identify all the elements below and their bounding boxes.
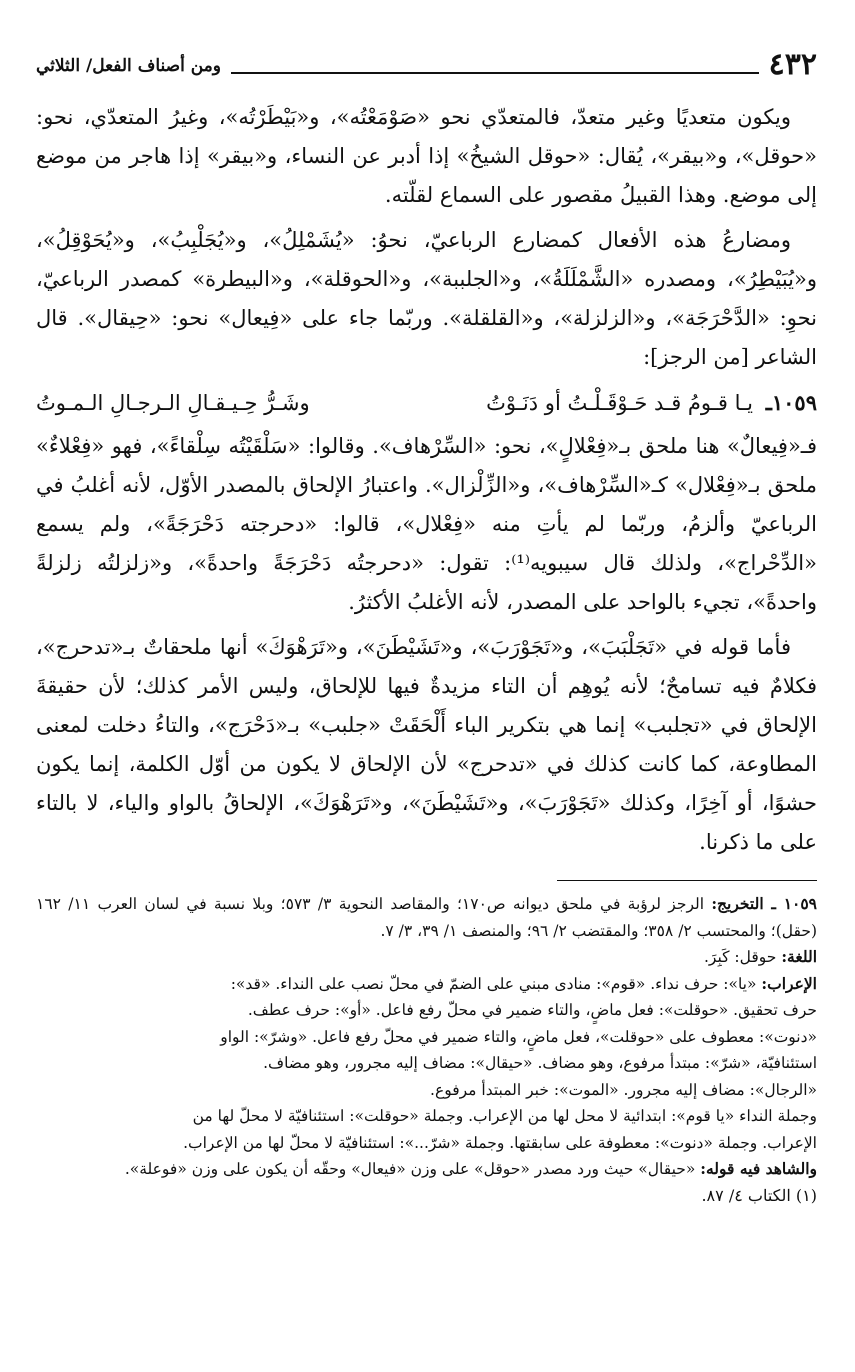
footnote-lugha: [36, 944, 817, 971]
footnote-line: «دنوت»: معطوف على «حوقلت»، فعل ماضٍ، والتاء ضمير في محلّ رفع فاعل. «وشرّ»: الواو: [220, 1027, 817, 1046]
verse-number: ١٠٥٩ـ: [765, 390, 817, 415]
page-header: [36, 40, 817, 80]
footnote-label: ١٠٥٩ ـ التخريج:: [711, 894, 817, 913]
header-rule: [231, 54, 759, 74]
footnote-line: الإعراب. وجملة «دنوت»: معطوفة على سابقتها. وجملة «شرّ...»: استئنافيّة لا محلّ لها من الإعراب.: [183, 1133, 817, 1152]
footnote-text: الرجز لرؤبة في ملحق ديوانه ص١٧٠؛ والمقاصد النحوية ٣/ ٥٧٣؛ وبلا نسبة في لسان العرب ١١/ ١٦٢ (حقل)؛ والمحتسب ٢/ ٣٥٨؛ والمقتضب ٢/ ٩٦؛ والمنصف ١/ ٣٩، ٣/ ٧.: [36, 895, 817, 940]
running-title: ومن أصناف الفعل/ الثلاثي: [36, 56, 221, 76]
main-text: [36, 98, 817, 862]
footnotes: [36, 891, 817, 1209]
verse-second-hemistich: وشَـرُّ حِـيـقـالِ الـرجـالِ الـمـوتُ: [36, 391, 310, 415]
footnote-irab: [36, 971, 817, 998]
footnote-line: حرف تحقيق. «حوقلت»: فعل ماضٍ، والتاء ضمير في محلّ رفع فاعل. «أو»: حرف عطف.: [247, 1001, 817, 1019]
footnote-text: «يا»: حرف نداء. «قوم»: منادى مبني على الضمّ في محلّ نصب على النداء. «قد»:: [230, 974, 757, 993]
paragraph: فـ«فِيعالٌ» هنا ملحق بـ«فِعْلالٍ»، نحو: «السِّرْهاف». وقالوا: «سَلْقَيْتُه سِلْقاءً»، فهو «فِعْلاءٌ» ملحق بـ«فِعْلال» كـ«السِّرْهاف»، و«الزِّلْزال». واعتبارُ الإلحاق بالمصدر الأوّل، لأنه أغلبُ في الرباعيّ وألزمُ، وربّما لم يأتِ منه «فِعْلال»، قالوا: «دحرجته دَحْرَجَةً»، ولم يسمع «الدِّحْراج»، ولذلك قال سيبويه⁽¹⁾: تقول: «دحرجتُه دَحْرَجَةً واحدةً»، و«زلزلتُه زلزلةً واحدةً»، تجيء بالواحد على المصدر، لأنه الأغلبُ الأكثرُ.: [36, 434, 817, 614]
footnote-label: والشاهد فيه قوله:: [700, 1159, 817, 1178]
footnote-label: اللغة:: [781, 947, 817, 966]
footnote-text: «حيقال» حيث ورد مصدر «حوقل» على وزن «فيعال» وحقّه أن يكون على وزن «فوعلة».: [124, 1160, 696, 1178]
footnote-text: حوقل: كَبِرَ.: [703, 948, 777, 966]
footnote-takhrij: [36, 891, 817, 944]
footnote-line: «الرجال»: مضاف إليه مجرور. «الموت»: خبر المبتدأ مرفوع.: [430, 1080, 817, 1099]
footnote-shahid: [36, 1156, 817, 1183]
footnote-line: وجملة النداء «يا قوم»: ابتدائية لا محل لها من الإعراب. وجملة «حوقلت»: استئنافيّة لا محلّ لها من: [192, 1107, 817, 1125]
footnote-rule: [557, 880, 817, 881]
paragraph: فأما قوله في «تَجَلْبَبَ»، و«تَجَوْرَبَ»، و«تَشَيْطَنَ»، و«تَرَهْوَكَ» أنها ملحقاتٌ بـ«تدحرج»، فكلامٌ فيه تسامحٌ؛ لأنه يُوهِم أن التاء مزيدةٌ فيها للإلحاق، وليس الأمر كذلك؛ لأن حقيقةَ الإلحاق في «تجلبب» إنما هي بتكرير الباء أَلْحَقَتْ «جلبب» بـ«دَحْرَج»، والتاءُ دخلت لمعنى المطاوعة، كما كانت كذلك في «تدحرج» لأن الإلحاق لا يكون من أوّل الكلمة، إنما يكون حشوًا، أو آخِرًا، وكذلك «تَجَوْرَبَ»، و«تَشَيْطَنَ»، و«تَرَهْوَكَ»، الإلحاقُ بالواو والياء، لا بالتاء على ما ذكرنا.: [36, 635, 817, 854]
footnote-line: استئنافيّة، «شرّ»: مبتدأ مرفوع، وهو مضاف. «حيقال»: مضاف إليه مجرور، وهو مضاف.: [263, 1054, 817, 1072]
page-number: ٤٣٢: [768, 47, 817, 82]
verse-first-hemistich: يـا قـومُ قـد حَـوْقَـلْـتُ أو دَنَـوْتُ: [486, 391, 754, 415]
verse-first-hemistich-wrap: [486, 383, 817, 423]
paragraph: ومضارعُ هذه الأفعال كمضارع الرباعيّ، نحوُ: «يُشَمْلِلُ»، و«يُجَلْبِبُ»، و«يُحَوْقِلُ»، و«يُبَيْطِرُ»، ومصدره «الشَّمْلَلَةُ»، و«الجلببة»، و«الحوقلة»، و«البيطرة» كمصدر الرباعيّ، نحوِ: «الدَّحْرَجَة»، و«الزلزلة»، و«القلقلة». وربّما جاء على «فِيعال» نحو: «حِيقال». قال الشاعر [من الرجز]:: [36, 228, 817, 369]
footnote-reference: (١) الكتاب ٤/ ٨٧.: [701, 1185, 817, 1205]
poetry-verse: [36, 383, 817, 423]
paragraph: ويكون متعديًا وغير متعدّ، فالمتعدّي نحو «صَوْمَعْتُه»، و«بَيْطَرْتُه»، وغيرُ المتعدّي، نحو: «حوقل»، و«بيقر»، يُقال: «حوقل الشيخُ» إذا أدبر عن النساء، و«بيقر» إذا هاجر من موضع إلى موضع. وهذا القبيلُ مقصور على السماع لقلّته.: [36, 105, 817, 207]
footnote-label: الإعراب:: [761, 973, 817, 993]
